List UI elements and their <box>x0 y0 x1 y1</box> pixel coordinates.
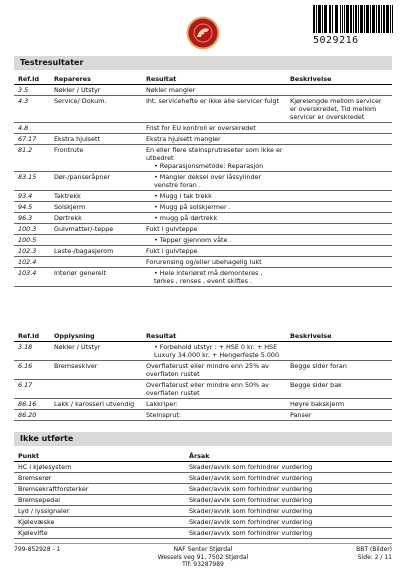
result-line: Fukt i gulvteppe <box>146 247 198 255</box>
table-row <box>14 495 392 506</box>
column-header: Opplysning <box>54 332 95 340</box>
description <box>286 85 392 95</box>
point-name: Kjølevifte <box>18 529 48 537</box>
result-line: • Mangler deksel over låssylinder venstre foran . <box>154 173 262 189</box>
table-row <box>14 399 392 410</box>
reason: Skader/avvik som forhindrer vurdering <box>189 463 313 471</box>
item-name: Ekstra hjulsett <box>54 135 101 143</box>
description: Begge sider foran <box>290 362 347 370</box>
reason: Skader/avvik som forhindrer vurdering <box>189 485 313 493</box>
table-row <box>14 172 392 191</box>
column-header: Beskrivelse <box>290 75 332 83</box>
test-results-table <box>14 74 392 287</box>
info-table <box>14 331 392 421</box>
description <box>286 224 392 234</box>
table-row <box>14 134 392 145</box>
result-line: Forurensing og/eller ubehagelig lukt <box>146 258 262 266</box>
section-title-not-performed: Ikke utførte <box>14 432 392 446</box>
barcode-bar <box>337 5 338 33</box>
column-header: Beskrivelse <box>290 332 332 340</box>
result-cell <box>142 145 286 171</box>
table-row <box>14 96 392 123</box>
ref-id: 6.16 <box>18 362 33 370</box>
ref-id: 3.18 <box>18 343 33 351</box>
barcode-bar <box>332 5 333 33</box>
table-row <box>14 361 392 380</box>
point-name: Kjølevæske <box>18 518 55 526</box>
footer-right <box>356 546 392 561</box>
footer-center-name: NAF Senter Stjørdal <box>173 546 233 553</box>
ref-id: 94.5 <box>18 203 33 211</box>
footer-center-address: Wessels veg 91, 7502 Stjørdal <box>157 553 249 561</box>
table-header-row <box>14 451 392 462</box>
description <box>286 145 392 171</box>
item-name: Nøkler / Utstyr <box>54 86 101 94</box>
table-row <box>14 202 392 213</box>
column-header: Resultat <box>146 332 177 340</box>
table-row <box>14 191 392 202</box>
item-name: Nøkler / Utstyr <box>54 343 101 351</box>
ref-id: 100.5 <box>18 236 37 244</box>
barcode <box>313 5 393 48</box>
column-header: Resultat <box>146 75 177 83</box>
item-name: Gulvmatter/-teppe <box>54 225 114 233</box>
table-header-row <box>14 331 392 342</box>
description <box>286 342 392 360</box>
result-line: Iht. servicehefte er ikke alle servicer fulgt <box>146 97 280 105</box>
not-performed-table <box>14 451 392 539</box>
description <box>286 134 392 144</box>
ref-id: 81.2 <box>18 146 33 154</box>
barcode-bar <box>326 5 327 33</box>
ref-id: 86.20 <box>18 411 37 419</box>
item-name: Lakk / karosseri utvendig <box>54 400 135 408</box>
result-cell <box>142 257 286 267</box>
result-line: • Mugg i tak trekk <box>154 192 212 200</box>
result-line: • Hele interiøret må demonteres , tørkes , renses , event skiftes . <box>154 269 263 285</box>
table-row <box>14 410 392 421</box>
result-cell <box>142 224 286 234</box>
item-name <box>50 235 142 245</box>
ref-id: 3.5 <box>18 86 29 94</box>
item-name: Laste-/bagasjerom <box>54 247 114 255</box>
result-cell <box>142 134 286 144</box>
result-cell <box>142 172 286 190</box>
reason: Skader/avvik som forhindrer vurdering <box>189 496 313 504</box>
table-row <box>14 528 392 539</box>
result-cell <box>142 410 286 420</box>
result-cell <box>142 96 286 122</box>
result-line: Steinsprut: <box>146 411 182 419</box>
point-name: Bremserør <box>18 474 52 482</box>
result-line: • Mugg på solskjermer . <box>154 203 231 211</box>
table-row <box>14 145 392 172</box>
result-line: Lakkriper: <box>146 400 178 408</box>
column-header: Punkt <box>18 452 40 460</box>
description <box>286 191 392 201</box>
ref-id: 93.4 <box>18 192 33 200</box>
result-line: Overflaterust eller mindre enn 50% av overflaten rustet <box>146 381 269 397</box>
column-header: Repareres <box>54 75 91 83</box>
reason: Skader/avvik som forhindrer vurdering <box>189 518 313 526</box>
item-name: Frontrute <box>54 146 84 154</box>
result-cell <box>142 123 286 133</box>
footer-doc-id: 799-852928 - 1 <box>14 546 61 553</box>
result-cell <box>142 361 286 379</box>
table-header-row <box>14 74 392 85</box>
item-name: Service/ Dokum. <box>54 97 107 105</box>
item-name: Dørtrekk <box>54 214 82 222</box>
result-line: Fukt i gulvteppe <box>146 225 198 233</box>
table-row <box>14 235 392 246</box>
ref-id: 102.3 <box>18 247 37 255</box>
ref-id: 100.3 <box>18 225 37 233</box>
ref-id: 103.4 <box>18 269 37 277</box>
section-title-test-results: Testresultater <box>14 56 392 70</box>
footer-right-section: BBT (Bilder) <box>356 546 392 553</box>
footer-right-page: Side: 2 / 11 <box>357 553 392 561</box>
item-name <box>50 380 142 398</box>
column-header: Ref.Id <box>18 332 40 340</box>
table-row <box>14 224 392 235</box>
result-cell <box>142 235 286 245</box>
result-line: Overflaterust eller mindre enn 25% av overflaten rustet <box>146 362 269 378</box>
footer-center-phone: Tlf: 93287989 <box>182 561 224 568</box>
naf-seal-logo <box>186 16 220 50</box>
table-row <box>14 213 392 224</box>
point-name: HC i kjølesystem <box>18 463 72 471</box>
table-row <box>14 484 392 495</box>
result-cell <box>142 213 286 223</box>
table-row <box>14 506 392 517</box>
ref-id: 6.17 <box>18 381 33 389</box>
item-name: Dør-/panseråpner <box>54 173 111 181</box>
table-row <box>14 380 392 399</box>
item-name <box>50 257 142 267</box>
result-line: • Tepper gjennom våte . <box>154 236 232 244</box>
description <box>286 268 392 286</box>
point-name: Bremsepedal <box>18 496 61 504</box>
description <box>286 246 392 256</box>
barcode-bar <box>342 5 343 33</box>
table-row <box>14 462 392 473</box>
result-cell <box>142 191 286 201</box>
reason: Skader/avvik som forhindrer vurdering <box>189 474 313 482</box>
item-name: Bremseskiver <box>54 362 98 370</box>
result-cell <box>142 342 286 360</box>
column-header: Årsak <box>189 452 210 460</box>
description: Begge sider bak <box>290 381 342 389</box>
table-row <box>14 246 392 257</box>
ref-id: 83.15 <box>18 173 37 181</box>
barcode-bar <box>373 5 374 33</box>
description: Panser <box>290 411 312 419</box>
result-cell <box>142 399 286 409</box>
description <box>286 202 392 212</box>
result-line: Frist for EU kontroll er overskredet <box>146 124 256 132</box>
item-name: Interiør generelt <box>54 269 107 277</box>
result-line: En eller flere steinsprutreseter som ikke er utbedret <box>146 146 283 162</box>
table-row <box>14 473 392 484</box>
description <box>286 123 392 133</box>
result-cell <box>142 85 286 95</box>
reason: Skader/avvik som forhindrer vurdering <box>189 507 313 515</box>
item-name: Solskjerm <box>54 203 86 211</box>
reason: Skader/avvik som forhindrer vurdering <box>189 529 313 537</box>
table-row <box>14 85 392 96</box>
point-name: Bremsekraftforsterker <box>18 485 89 493</box>
table-row <box>14 517 392 528</box>
barcode-bar <box>319 5 320 33</box>
footer-divider <box>14 543 392 544</box>
table-row <box>14 268 392 287</box>
result-line: • Reparasjonsmetode: Reparasjon <box>154 162 264 170</box>
ref-id: 102.4 <box>18 258 37 266</box>
ref-id: 86.16 <box>18 400 37 408</box>
result-cell <box>142 202 286 212</box>
barcode-bars <box>313 5 393 33</box>
item-name: Taktrekk <box>54 192 81 200</box>
ref-id: 96.3 <box>18 214 33 222</box>
item-name <box>50 123 142 133</box>
result-line: • Forbehold utstyr : + HSE 0 kr. + HSE Luxury 34.000 kr. + Hengerfeste 5.000 <box>154 343 280 359</box>
description: Kjørelengde mellom servicer er overskredet, Tid mellom servicer er overskredet <box>290 97 382 121</box>
result-cell <box>142 380 286 398</box>
description: Høyre bakskjerm <box>290 400 345 408</box>
ref-id: 67.17 <box>18 135 37 143</box>
description <box>286 172 392 190</box>
barcode-bar <box>358 5 359 33</box>
description <box>286 235 392 245</box>
barcode-bar <box>390 5 391 33</box>
ref-id: 4.3 <box>18 97 29 105</box>
result-line: Ekstra hjulsett mangler <box>146 135 221 143</box>
table-row <box>14 342 392 361</box>
item-name <box>50 410 142 420</box>
barcode-number: 5029216 <box>313 35 359 46</box>
point-name: Lyd / lyssignaler <box>18 507 70 515</box>
description <box>286 257 392 267</box>
barcode-bar <box>353 5 354 33</box>
result-cell <box>142 268 286 286</box>
footer-center <box>14 546 392 569</box>
ref-id: 4.8 <box>18 124 29 132</box>
result-line: • mugg på dørtrekk <box>154 214 218 222</box>
column-header: Ref.Id <box>18 75 40 83</box>
table-row <box>14 123 392 134</box>
description <box>286 213 392 223</box>
table-row <box>14 257 392 268</box>
result-line: Nøkler mangler <box>146 86 196 94</box>
result-cell <box>142 246 286 256</box>
barcode-bar <box>347 5 348 33</box>
